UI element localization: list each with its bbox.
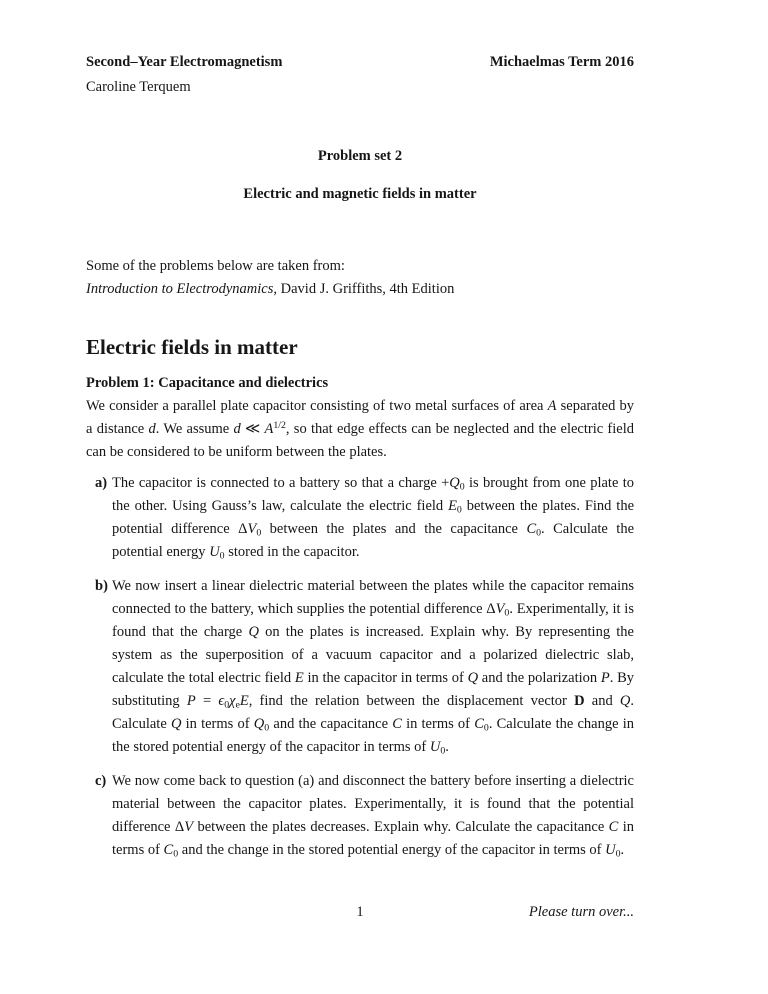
list-item-c [95,770,634,862]
source-note-line1: Some of the problems below are taken from: [86,258,345,274]
problem-set-title: Problem set 2 [317,148,403,164]
problem-1-intro: We consider a parallel plate capacitor consisting of two metal surfaces of area A separated by a distance d. We assume d ≪ $A^{1/2}$, so that edge effects can be neglected and the electric field can be considered to be uniform between the plates. [86,398,635,460]
list-item-b [95,575,634,759]
item-label-b: b) [95,578,108,594]
problem-1-item-list [86,472,634,862]
course-title: Second–Year Electromagnetism [86,54,283,70]
item-text-b: We now insert a linear dielectric material between the plates while the capacitor remains connected to the battery, which supplies the potential difference $\Delta V_0$. Experimentally, it is found that the charge Q on the plates is increased. Explain why. By representing the system as the superposition of a vacuum capacitor and a polarized dielectric slab, calculate the total electric field E in the capacitor in terms of Q and the polarization P. By substituting $P = \epsilon_0\chi_eE$, find the relation between the displacement vector D and Q. Calculate Q in terms of $Q_0$ and the capacitance C in terms of $C_0$. Calculate the change in the stored potential energy of the capacitor in terms of $U_0$. [112,578,635,757]
problem-set-subtitle: Electric and magnetic fields in matter [243,186,477,202]
list-item-a [95,472,634,564]
term-label: Michaelmas Term 2016 [489,54,634,70]
item-text-c: We now come back to question (a) and disconnect the battery before inserting a dielectric material between the capacitor plates. Experimentally, it is found that the potential difference ΔV between the plates decreases. Explain why. Calculate the capacitance C in terms of $C_0$ and the change in the stored potential energy of the capacitor in terms of $U_0$. [112,773,634,860]
page-number: 1 [356,904,364,920]
page-footer [86,901,634,924]
problem-1-heading: Problem 1: Capacitance and dielectrics [86,375,329,391]
item-label-c: c) [95,773,107,789]
page-header [86,51,634,74]
item-text-a: The capacitor is connected to a battery so that a charge $+Q_0$ is brought from one plate to the other. Using Gauss’s law, calculate the electric field $E_0$ between the plates. Find the potential difference $\Delta V_0$ between the plates and the capacitance $C_0$. Calculate the potential energy $U_0$ stored in the capacitor. [112,475,635,562]
section-heading: Electric fields in matter [86,335,298,359]
problem-1-block [86,372,634,873]
item-label-a: a) [95,475,108,491]
source-note [86,255,634,301]
turn-over-note: Please turn over... [528,904,634,920]
source-note-reference: Introduction to Electrodynamics, David J. Griffiths, 4th Edition [86,281,455,297]
author-name: Caroline Terquem [86,79,191,95]
